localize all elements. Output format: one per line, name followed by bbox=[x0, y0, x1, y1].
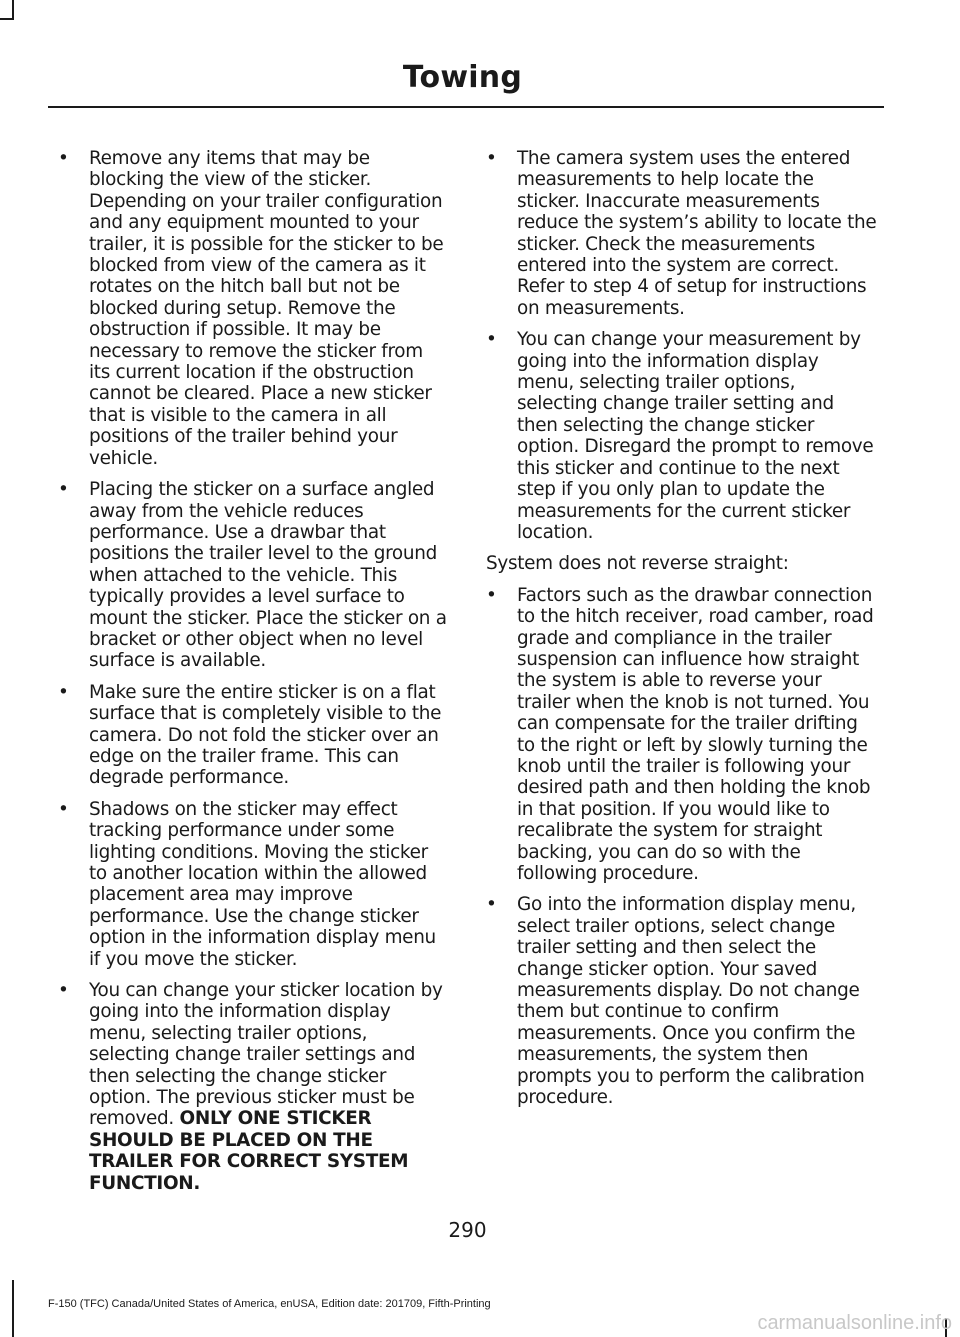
left-bullet-list bbox=[58, 148, 448, 1194]
page-number: 290 bbox=[448, 1218, 487, 1242]
bullet: • bbox=[486, 329, 497, 351]
crop-mark-top-left-horizontal bbox=[0, 18, 14, 20]
list-item bbox=[58, 980, 448, 1194]
crop-mark-top-left-vertical bbox=[12, 0, 14, 20]
right-bullet-list-bottom bbox=[486, 585, 880, 1109]
list-item bbox=[58, 479, 448, 672]
right-bullet-list-top bbox=[486, 148, 880, 543]
warning-emphasis: ONLY ONE STICKER SHOULD BE PLACED ON THE TRAILER FOR CORRECT SYSTEM FUNCTION. bbox=[89, 1108, 409, 1194]
bullet: • bbox=[58, 148, 69, 169]
section-title: Towing bbox=[402, 60, 522, 95]
list-item-text: You can change your sticker location by going into the information display menu, selecting trailer options, selecting change trailer settings and then selecting the change sticker option. The previous sticker must be removed. bbox=[89, 980, 443, 1130]
list-item-text: The camera system uses the entered measurements to help locate the sticker. Inaccurate measurements reduce the system’s ability to locate the sticker. Check the measurements entered into the system are correct. Refer to step 4 of setup for instructions on measurements. bbox=[517, 148, 877, 319]
list-item bbox=[58, 682, 448, 789]
bullet: • bbox=[486, 894, 497, 916]
bullet: • bbox=[58, 798, 69, 820]
bullet: • bbox=[58, 681, 69, 703]
right-column bbox=[486, 148, 880, 1118]
bullet: • bbox=[486, 584, 497, 606]
bullet: • bbox=[58, 980, 69, 1002]
bullet: • bbox=[58, 479, 69, 501]
left-column bbox=[58, 148, 448, 1204]
subheading: System does not reverse straight: bbox=[486, 553, 789, 575]
list-item bbox=[486, 894, 880, 1108]
list-item bbox=[58, 148, 448, 469]
list-item bbox=[58, 799, 448, 970]
crop-mark-bottom-left-vertical bbox=[12, 1280, 14, 1337]
list-item-text: Go into the information display menu, select trailer options, select change trailer setting and then select the change sticker option. Your saved measurements display. Do not change them but continue to confirm measurements. Once you confirm the measurements, the system then prompts you to perform the calibration procedure. bbox=[517, 894, 865, 1109]
footer-edition-text: F-150 (TFC) Canada/United States of America, enUSA, Edition date: 201709, Fifth-Printing bbox=[48, 1298, 491, 1310]
list-item-text: Make sure the entire sticker is on a flat surface that is completely visible to the camera. Do not fold the sticker over an edge on the trailer frame. This can degrade performance. bbox=[89, 681, 442, 789]
list-item-text: Remove any items that may be blocking the view of the sticker. Depending on your trailer configuration and any equipment mounted to your trailer, it is possible for the sticker to be blocked from view of the camera as it rotates on the hitch ball but not be blocked during setup. Remove the obstruction if possible. It may be necessary to remove the sticker from its current location if the obstruction cannot be cleared. Place a new sticker that is visible to the camera in all positions of the trailer behind your vehicle. bbox=[89, 148, 444, 469]
list-item bbox=[486, 148, 880, 319]
list-item-text: Factors such as the drawbar connection to the hitch receiver, road camber, road grade and compliance in the trailer suspension can influence how straight the system is able to reverse your trailer when the knob is not turned. You can compensate for the trailer drifting to the right or left by slowly turning the knob until the trailer is following your desired path and then holding the knob in that position. If you would like to recalibrate the system for straight backing, you can do so with the following procedure. bbox=[517, 584, 874, 884]
list-item bbox=[486, 585, 880, 885]
list-item bbox=[486, 329, 880, 543]
list-item-text: You can change your measurement by going into the information display menu, selecting trailer options, selecting change trailer setting and then selecting the change sticker option. Disregard the prompt to remove this sticker and continue to the next step if you only plan to update the measurements for the current sticker location. bbox=[517, 329, 874, 543]
list-item-text: Shadows on the sticker may effect tracking performance under some lighting conditions. Moving the sticker to another location within the allowed placement area may improve performance. Use the change sticker option in the information display menu if you move the sticker. bbox=[89, 798, 436, 970]
header-rule bbox=[48, 106, 884, 108]
bullet: • bbox=[486, 148, 497, 169]
watermark-text: carmanualsonline.info bbox=[757, 1312, 952, 1334]
list-item-text: Placing the sticker on a surface angled away from the vehicle reduces performance. Use a drawbar that positions the trailer level to the ground when attached to the vehicle. This typically provides a level surface to mount the sticker. Place the sticker on a bracket or other object when no level surface is available. bbox=[89, 479, 447, 672]
